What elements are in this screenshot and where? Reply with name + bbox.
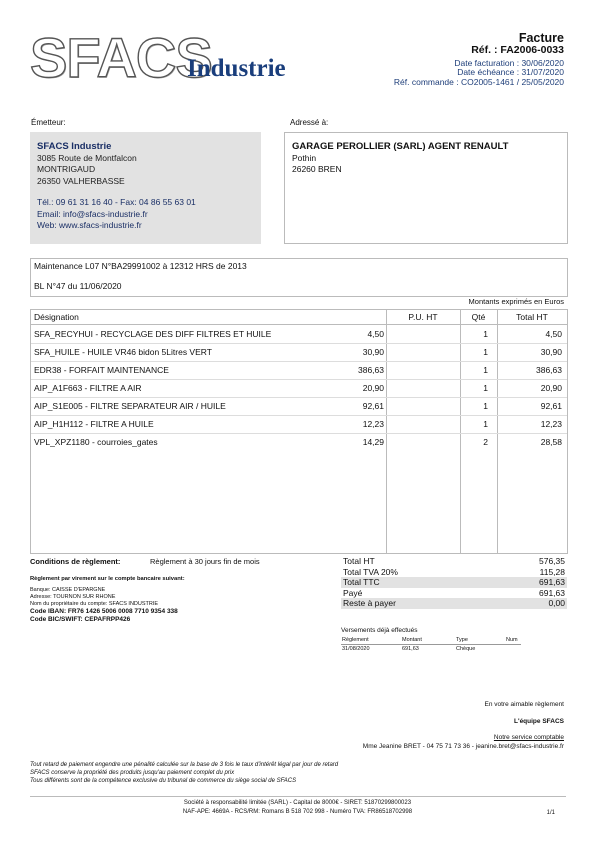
- payments-col: Type: [456, 637, 468, 643]
- items-table: [30, 309, 568, 554]
- virement-title: Règlement par virement sur le compte bancaire suivant:: [30, 576, 185, 582]
- sender-address-1: 3085 Route de Montfalcon: [37, 152, 137, 163]
- total-label: Total TTC: [343, 577, 380, 587]
- row-qty: 1: [483, 347, 488, 357]
- info-line-1: Maintenance L07 N°BA29991002 à 12312 HRS de 2013: [34, 261, 247, 271]
- payment-date: 31/08/2020: [342, 646, 370, 652]
- iban: Code IBAN: FR76 1426 5006 0008 7710 9354 338: [30, 608, 178, 615]
- sender-address-3: 26350 VALHERBASSE: [37, 175, 125, 186]
- row-designation: EDR38 - FORFAIT MAINTENANCE: [34, 365, 169, 375]
- row-pu: 92,61: [362, 401, 384, 411]
- sender-box: [30, 132, 261, 244]
- info-box: [30, 258, 568, 297]
- col-header-designation: Désignation: [34, 312, 79, 322]
- invoice-ref: Réf. : FA2006-0033: [471, 44, 564, 56]
- sender-web: Web: www.sfacs-industrie.fr: [37, 220, 142, 230]
- footer-line-2: NAF-APE: 4669A - RCS/RM: Romans B 518 702 998 - Numéro TVA: FR86518702998: [182, 809, 413, 815]
- conditions-value: Règlement à 30 jours fin de mois: [150, 557, 260, 566]
- row-pu: 12,23: [362, 419, 384, 429]
- row-pu: 14,29: [362, 437, 384, 447]
- col-header-pu: P.U. HT: [408, 312, 438, 322]
- conditions-label: Conditions de règlement:: [30, 557, 121, 566]
- row-designation: VPL_XPZ1180 - courroies_gates: [34, 437, 158, 447]
- logo-brand: SFACS: [30, 26, 212, 89]
- payments-title: Versements déjà effectués: [341, 627, 418, 634]
- montants-note: Montants exprimés en Euros: [468, 297, 564, 306]
- row-designation: SFA_HUILE - HUILE VR46 bidon 5Litres VERT: [34, 347, 212, 357]
- recipient-address-2: 26260 BREN: [292, 164, 342, 174]
- total-value: 0,00: [548, 598, 565, 608]
- payments-col: Num: [506, 637, 518, 643]
- row-designation: SFA_RECYHUI - RECYCLAGE DES DIFF FILTRES ET HUILE: [34, 329, 272, 339]
- sender-name: SFACS Industrie: [37, 141, 112, 152]
- ref-commande: Réf. commande : CO2005-1461 / 25/05/2020: [393, 77, 564, 87]
- row-total: 92,61: [540, 401, 562, 411]
- table-row: [31, 415, 567, 433]
- row-designation: AIP_H1H112 - FILTRE A HUILE: [34, 419, 154, 429]
- total-row: [341, 598, 567, 609]
- row-pu: 386,63: [358, 365, 384, 375]
- row-total: 28,58: [540, 437, 562, 447]
- total-value: 115,28: [539, 566, 565, 577]
- row-qty: 1: [483, 419, 488, 429]
- payment-row: [341, 645, 567, 653]
- total-label: Payé: [343, 587, 363, 598]
- table-row: [31, 397, 567, 415]
- table-row: [31, 343, 567, 361]
- total-value: 691,63: [539, 587, 565, 598]
- total-value: 576,35: [539, 556, 565, 566]
- col-header-qty: Qté: [471, 312, 486, 322]
- table-row: [31, 433, 567, 451]
- date-facturation: Date facturation : 30/06/2020: [454, 58, 564, 68]
- closing-line-3: Notre service comptable: [493, 734, 564, 741]
- row-qty: 1: [483, 365, 488, 375]
- payments-header: [341, 636, 521, 645]
- company-logo: [30, 26, 330, 89]
- total-row: [341, 556, 567, 567]
- total-value: 691,63: [539, 577, 565, 587]
- footer-divider: [30, 796, 566, 797]
- total-label: Total HT: [343, 556, 375, 566]
- payment-conditions: [30, 557, 260, 566]
- closing-line-2: L'équipe SFACS: [514, 718, 564, 725]
- bank-name: Banque: CAISSE D'EPARGNE: [30, 587, 106, 593]
- row-total: 20,90: [540, 383, 562, 393]
- payment-amount: 691,63: [402, 646, 419, 652]
- bank-address: Adresse: TOURNON SUR RHONE: [30, 594, 116, 600]
- recipient-label: Adressé à:: [290, 118, 329, 127]
- sender-email: Email: info@sfacs-industrie.fr: [37, 208, 148, 219]
- legal-notice: [30, 761, 338, 785]
- recipient-name: GARAGE PEROLLIER (SARL) AGENT RENAULT: [292, 141, 509, 152]
- total-label: Reste à payer: [343, 598, 396, 608]
- table-row: [31, 379, 567, 397]
- row-designation: AIP_A1F663 - FILTRE A AIR: [34, 383, 142, 393]
- legal-line: Tous différents sont de la compétence exclusive du tribunal de commerce du siège social de SFACS: [30, 778, 297, 784]
- payments-block: [341, 627, 567, 653]
- row-total: 30,90: [540, 347, 562, 357]
- closing-line-1: En votre aimable règlement: [484, 701, 564, 708]
- total-row: [341, 567, 567, 578]
- row-total: 12,23: [540, 419, 562, 429]
- payments-col: Montant: [402, 637, 422, 643]
- total-row: [341, 577, 567, 588]
- totals-block: [341, 556, 567, 609]
- bank-info: [30, 587, 178, 624]
- logo-sub: Industrie: [187, 55, 286, 82]
- recipient-address-1: Pothin: [292, 152, 317, 163]
- row-pu: 4,50: [367, 329, 384, 339]
- row-qty: 1: [483, 383, 488, 393]
- row-qty: 2: [483, 437, 488, 447]
- total-label: Total TVA 20%: [343, 566, 398, 577]
- account-owner: Nom du propriétaire du compte: SFACS INDUSTRIE: [30, 601, 159, 607]
- closing-contact: Mme Jeanine BRET - 04 75 71 73 36 - jeanine.bret@sfacs-industrie.fr: [362, 743, 564, 750]
- sender-address-2: MONTRIGAUD: [37, 164, 96, 174]
- row-qty: 1: [483, 329, 488, 339]
- row-total: 386,63: [536, 365, 562, 375]
- row-total: 4,50: [545, 329, 562, 339]
- payments-col: Règlement: [342, 637, 369, 643]
- page-number: 1/1: [546, 810, 555, 816]
- payment-type: Chèque: [456, 646, 476, 652]
- col-header-total: Total HT: [516, 312, 548, 322]
- row-pu: 30,90: [362, 347, 384, 357]
- row-pu: 20,90: [362, 383, 384, 393]
- footer-line-1: Société à responsabilité limitée (SARL) - Capital de 8000€ - SIRET: 51870299800023: [183, 800, 412, 806]
- table-row: [31, 325, 567, 343]
- row-qty: 1: [483, 401, 488, 411]
- recipient-box: [284, 132, 568, 244]
- sender-phone: Tél.: 09 61 31 16 40 - Fax: 04 86 55 63 01: [37, 197, 196, 207]
- invoice-title: Facture: [518, 31, 564, 45]
- date-echeance: Date échéance : 31/07/2020: [457, 67, 564, 77]
- row-designation: AIP_S1E005 - FILTRE SEPARATEUR AIR / HUILE: [34, 401, 226, 411]
- total-row: [341, 588, 567, 599]
- info-line-2: BL N°47 du 11/06/2020: [34, 281, 122, 291]
- legal-line: Tout retard de paiement engendre une pénalité calculée sur la base de 3 fois le taux d'intérêt légal par jour de retard: [30, 762, 339, 768]
- bic: Code BIC/SWIFT: CEPAFRPP426: [30, 616, 131, 623]
- legal-line: SFACS conserve la propriété des produits jusqu'au paiement complet du prix: [30, 770, 235, 776]
- table-row: [31, 361, 567, 379]
- sender-label: Émetteur:: [31, 118, 66, 127]
